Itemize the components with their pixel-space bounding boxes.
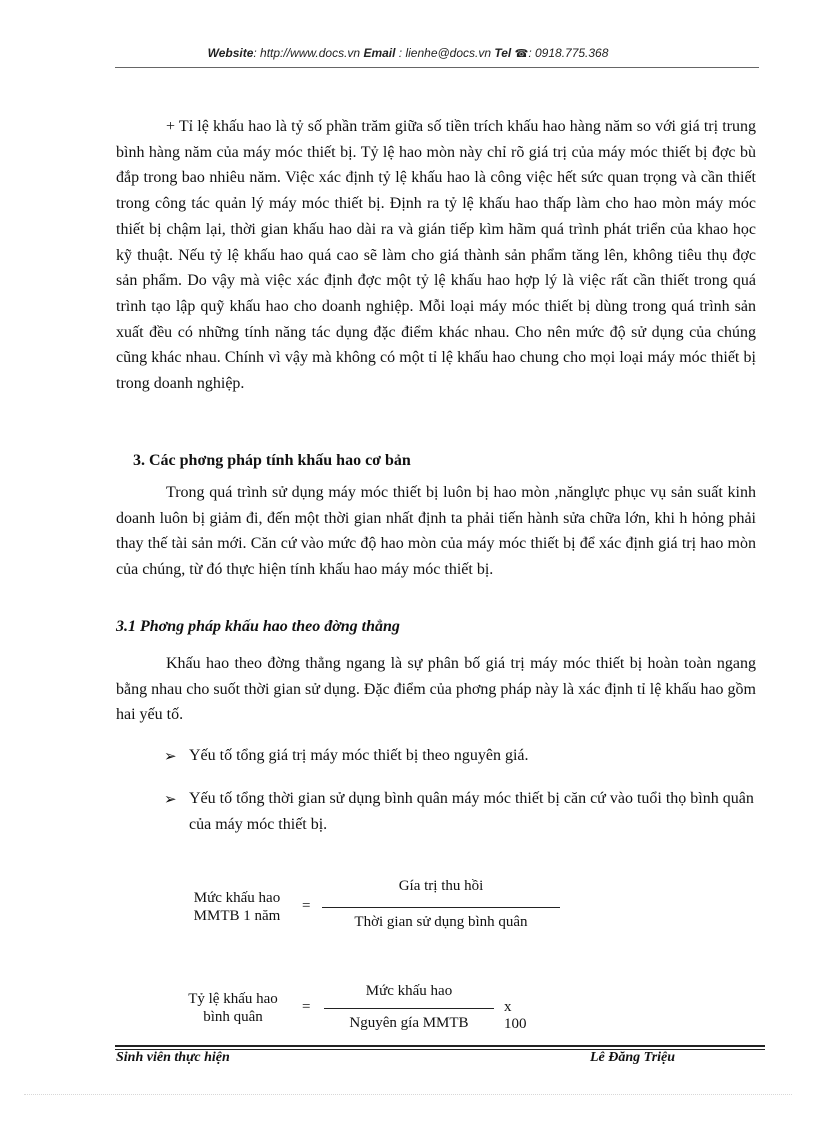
list-item-text: Yếu tố tổng thời gian sử dụng bình quân máy móc thiết bị căn cứ vào tuổi thọ bình quân của máy móc thiết bị.	[189, 790, 754, 833]
fraction-bar	[324, 1008, 494, 1009]
formula-numerator: Gía trị thu hồi	[398, 878, 484, 894]
website-value: : http://www.docs.vn	[253, 46, 361, 60]
page-header	[0, 46, 816, 60]
paragraph-text: Trong quá trình sử dụng máy móc thiết bị luôn bị hao mòn ,nănglực phục vụ sản suất kinh doanh luôn bị giảm đi, đến một thời gian nhất định ta phải tiến hành sửa chữa lớn, khi h hỏng phải thay thế tài sản mới. Căn cứ vào mức độ hao mòn của máy móc thiết bị để xác định giá trị hao mòn của chúng, từ đó thực hiện tính khấu hao máy móc thiết bị.	[116, 484, 756, 579]
paragraph-text: Khấu hao theo đờng thẳng ngang là sự phân bố giá trị máy móc thiết bị hoàn toàn ngang bằng nhau cho suốt thời gian sử dụng. Đặc điểm của phơng pháp này là xác định tỉ lệ khấu hao gồm hai yếu tố.	[116, 655, 756, 724]
page-bottom-dotted-line	[24, 1094, 792, 1095]
formula-left-line1: Tỷ lệ khấu hao	[188, 991, 278, 1007]
formula-equals: =	[302, 999, 311, 1015]
paragraph-straight-line	[116, 651, 756, 728]
tel-value: : 0918.775.368	[528, 46, 609, 60]
paragraph-methods	[116, 480, 756, 583]
email-value: : lienhe@docs.vn	[398, 46, 492, 60]
footer-divider	[115, 1045, 765, 1047]
formula-left-term	[172, 990, 294, 1026]
formula-equals: =	[302, 898, 311, 914]
formula-left-line2: bình quân	[203, 1009, 263, 1025]
phone-icon: ☎	[514, 47, 529, 60]
arrowhead-bullet-icon: ➢	[164, 790, 177, 808]
footer-author-name: Lê Đăng Triệu	[590, 1050, 676, 1065]
formula-left-line2: MMTB 1 năm	[193, 908, 281, 924]
section-heading-3-1: 3.1 Phơng pháp khấu hao theo đờng thẳng	[116, 618, 400, 635]
website-label: Website	[207, 46, 254, 60]
formula-denominator: Thời gian sử dụng bình quân	[354, 914, 528, 930]
formula-denominator: Nguyên gía MMTB	[349, 1015, 469, 1031]
email-label: Email	[363, 46, 396, 60]
arrowhead-bullet-icon: ➢	[164, 747, 177, 765]
formula-numerator: Mức khấu hao	[365, 983, 453, 999]
list-item	[164, 743, 758, 769]
section-heading-3: 3. Các phơng pháp tính khấu hao cơ bản	[133, 452, 411, 469]
formula-left-term	[178, 889, 296, 925]
fraction-bar	[322, 907, 560, 908]
header-divider	[115, 67, 759, 68]
formula-multiplier: x 100	[504, 999, 527, 1032]
paragraph-text: + Tỉ lệ khấu hao là tỷ số phần trăm giữa số tiền trích khấu hao hàng năm so với giá trị trung bình hàng năm của máy móc thiết bị. Tỷ lệ hao mòn này chỉ rõ giá trị của máy móc thiết bị đợc bù đắp trong bao nhiêu năm. Việc xác định tỷ lệ khấu hao là công việc hết sức quan trọng và cần thiết trong công tác quản lý máy móc thiết bị. Định ra tỷ lệ khấu hao thấp làm cho hao mòn máy móc thiết bị chậm lại, thời gian khấu hao dài ra và gián tiếp kìm hãm quá trình phát triển của khao học kỹ thuật. Nếu tỷ lệ khấu hao quá cao sẽ làm cho giá thành sản phẩm tăng lên, không tiêu thụ đợc sản phẩm. Do vậy mà việc xác định đợc một tỷ lệ khấu hao hợp lý là việc rất cần thiết trong quá trình tạo lập quỹ khấu hao cho doanh nghiệp. Mỗi loại máy móc thiết bị dùng trong quá trình sản xuất đều có những tính năng tác dụng đặc điểm khác nhau. Cho nên mức độ sử dụng của chúng cũng khác nhau. Chính vì vậy mà không có một tỉ lệ khấu hao chung cho mọi loại máy móc thiết bị trong doanh nghiệp.	[116, 118, 756, 393]
list-item-text: Yếu tố tổng giá trị máy móc thiết bị theo nguyên giá.	[189, 747, 529, 764]
tel-label: Tel	[494, 46, 512, 60]
list-item	[164, 786, 758, 838]
formula-left-line1: Mức khấu hao	[193, 890, 281, 906]
footer-student-label: Sinh viên thực hiện	[116, 1050, 230, 1065]
paragraph-depreciation-rate	[116, 114, 756, 397]
